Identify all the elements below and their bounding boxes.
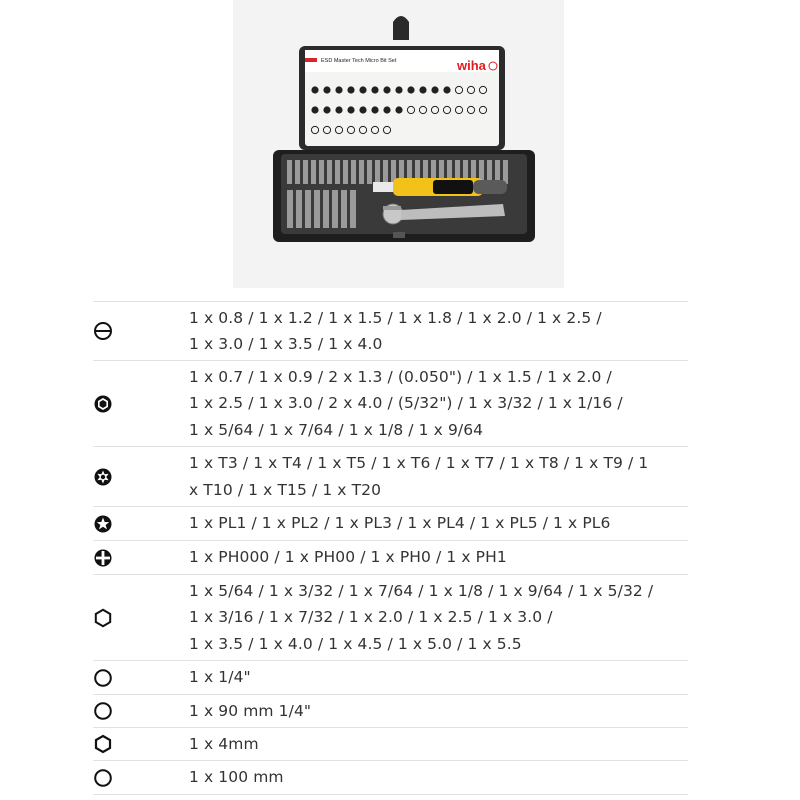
torx-icon <box>93 467 113 487</box>
spec-line: 1 x 3.0 / 1 x 3.5 / 1 x 4.0 <box>189 335 383 353</box>
spec-line: 1 x 3.5 / 1 x 4.0 / 1 x 4.5 / 1 x 5.0 / 1 x 5.5 <box>189 634 522 653</box>
icon-cell <box>93 394 189 414</box>
spec-text <box>189 574 688 662</box>
spec-line: 1 x 100 mm <box>189 768 284 787</box>
bit-spec-table <box>93 301 688 795</box>
spec-text <box>189 540 688 575</box>
ring-icon <box>93 668 113 688</box>
product-photo-illustration <box>233 0 564 288</box>
icon-cell <box>93 768 189 788</box>
spec-line: x T10 / 1 x T15 / 1 x T20 <box>189 480 382 499</box>
spec-text <box>189 301 688 362</box>
spec-line: 1 x T3 / 1 x T4 / 1 x T5 / 1 x T6 / 1 x T7 / 1 x T8 / 1 x T9 / 1 <box>189 454 649 472</box>
icon-cell <box>93 701 189 721</box>
icon-cell <box>93 608 189 628</box>
spec-line: 1 x 1/4" <box>189 668 251 687</box>
phillips-icon <box>93 548 113 568</box>
spec-row-5 <box>93 541 688 575</box>
spec-row-8 <box>93 695 688 728</box>
icon-cell <box>93 467 189 487</box>
spec-text <box>189 446 688 507</box>
spec-text <box>189 760 688 795</box>
hex-socket-icon <box>93 394 113 414</box>
pentalobe-icon <box>93 514 113 534</box>
spec-line: 1 x 0.8 / 1 x 1.2 / 1 x 1.5 / 1 x 1.8 / 1 x 2.0 / 1 x 2.5 / <box>189 308 602 327</box>
spec-line: 1 x 0.7 / 1 x 0.9 / 2 x 1.3 / (0.050") / 1 x 1.5 / 1 x 2.0 / <box>189 367 612 386</box>
spec-line: 1 x 90 mm 1/4" <box>189 701 312 720</box>
hex-nut-icon <box>93 608 113 628</box>
spec-text <box>189 506 688 541</box>
spec-text <box>189 360 688 448</box>
spec-row-7 <box>93 661 688 695</box>
brand-logo: wiha <box>457 58 486 73</box>
spec-row-3 <box>93 447 688 507</box>
spec-text <box>189 727 688 762</box>
spec-text <box>189 660 688 695</box>
spec-row-2 <box>93 361 688 447</box>
hex-nut-outline-icon <box>93 734 113 754</box>
spec-line: 1 x PL1 / 1 x PL2 / 1 x PL3 / 1 x PL4 / 1 x PL5 / 1 x PL6 <box>189 514 611 533</box>
spec-line: 1 x PH000 / 1 x PH00 / 1 x PH0 / 1 x PH1 <box>189 548 507 567</box>
slotted-icon <box>93 321 113 341</box>
icon-cell <box>93 668 189 688</box>
icon-cell <box>93 514 189 534</box>
spec-row-10 <box>93 761 688 795</box>
product-photo <box>233 0 564 288</box>
spec-row-4 <box>93 507 688 541</box>
spec-line: 1 x 5/64 / 1 x 7/64 / 1 x 1/8 / 1 x 9/64 <box>189 420 484 439</box>
icon-cell <box>93 734 189 754</box>
spec-row-9 <box>93 728 688 761</box>
lid-title: ESD Master Tech Micro Bit Set <box>321 58 397 64</box>
spec-line: 1 x 4mm <box>189 734 259 753</box>
spec-row-6 <box>93 575 688 661</box>
icon-cell <box>93 321 189 341</box>
spec-text <box>189 694 688 729</box>
spec-line: 1 x 2.5 / 1 x 3.0 / 2 x 4.0 / (5/32") / 1 x 3/32 / 1 x 1/16 / <box>189 394 623 413</box>
spec-line: 1 x 3/16 / 1 x 7/32 / 1 x 2.0 / 1 x 2.5 / 1 x 3.0 / <box>189 608 553 627</box>
spec-row-1 <box>93 302 688 361</box>
icon-cell <box>93 548 189 568</box>
spec-line: 1 x 5/64 / 1 x 3/32 / 1 x 7/64 / 1 x 1/8 / 1 x 9/64 / 1 x 5/32 / <box>189 581 654 600</box>
ring-icon <box>93 701 113 721</box>
ring-icon <box>93 768 113 788</box>
